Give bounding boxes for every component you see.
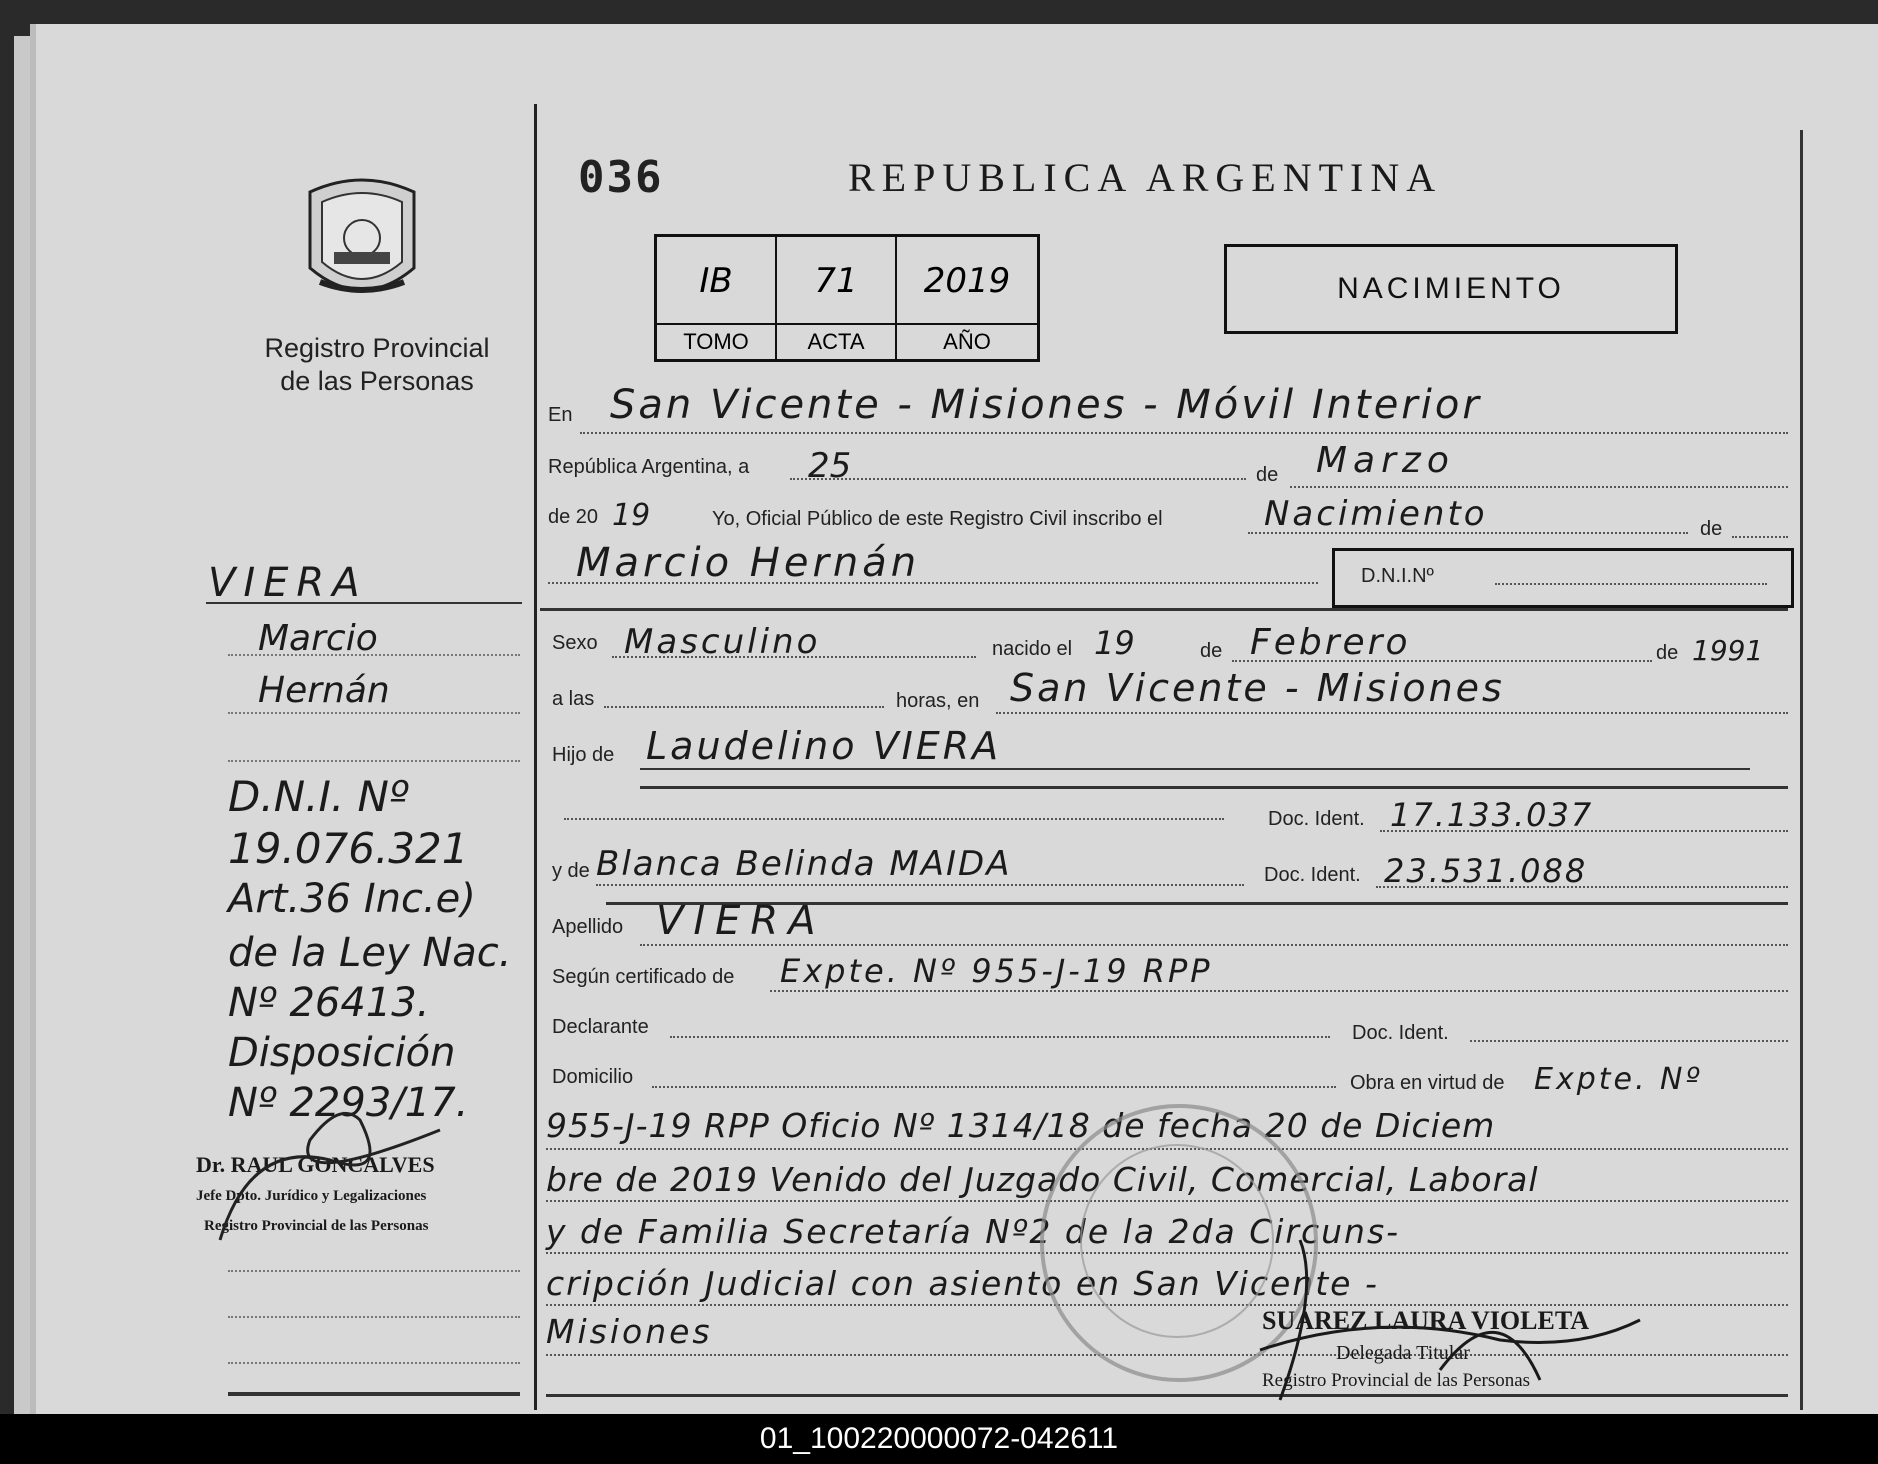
signature-scribble-icon (1240, 1230, 1660, 1410)
en-line (580, 432, 1788, 434)
margin-note-6: Disposición (228, 1030, 456, 1076)
apellido-value: VIERA (656, 898, 826, 944)
file-id-bar: 01_100220000072-042611 (0, 1414, 1878, 1464)
margin-signer-name: Dr. RAUL GONCALVES (196, 1152, 435, 1177)
rep-label: República Argentina, a (548, 456, 750, 478)
margin-signature-icon (190, 1100, 530, 1260)
father-doc: 17.133.037 (1390, 796, 1594, 834)
father-extra-line (564, 818, 1224, 820)
mother-value: Blanca Belinda MAIDA (596, 844, 1012, 884)
month-value: Marzo (1316, 440, 1455, 481)
month-line (1290, 486, 1788, 488)
signer-role: Delegada Titular (1336, 1342, 1470, 1364)
mother-doc: 23.531.088 (1384, 852, 1588, 890)
tomo-cell (657, 237, 777, 359)
anio-cell (897, 237, 1037, 359)
domicilio-line (652, 1086, 1336, 1088)
margin-name-1: Marcio (258, 618, 378, 659)
inscribe-value: Nacimiento (1264, 494, 1488, 534)
dni-line (1495, 583, 1767, 585)
hijo-label: Hijo de (552, 744, 615, 766)
declarante-label: Declarante (552, 1016, 649, 1038)
anio-value: 2019 (923, 261, 1011, 301)
segun-value: Expte. Nº 955-J-19 RPP (780, 952, 1213, 990)
yde-label: y de (552, 860, 590, 882)
margin-note-5: Nº 26413. (228, 980, 430, 1026)
column-divider (534, 104, 537, 1410)
tomo-acta-anio-table (654, 234, 1040, 362)
body-line-5: Misiones (546, 1312, 713, 1351)
segun-label: Según certificado de (552, 966, 735, 988)
document-number: 036 (578, 152, 664, 203)
document-title: REPUBLICA ARGENTINA (848, 155, 1443, 200)
declarante-line (670, 1036, 1330, 1038)
en-label: En (548, 404, 573, 426)
apellido-label: Apellido (552, 916, 624, 938)
year-value: 19 (612, 498, 651, 533)
sexo-value: Masculino (624, 622, 821, 662)
nacido-month-line (1232, 660, 1652, 662)
section-rule (540, 608, 1788, 611)
body-line-1: 955-J-19 RPP Oficio Nº 1314/18 de fecha 20 de Diciem (546, 1106, 1496, 1145)
margin-signer-title-1: Jefe Dpto. Jurídico y Legalizaciones (196, 1188, 427, 1204)
place-line (996, 712, 1788, 714)
de-label-3: de (1200, 640, 1223, 662)
nacido-year: 1991 (1692, 634, 1764, 667)
acta-label: ACTA (777, 323, 895, 359)
margin-note-4: de la Ley Nac. (228, 930, 512, 976)
body-line-4: cripción Judicial con asiento en San Vicente - (546, 1264, 1379, 1303)
org-line-2: de las Personas (280, 366, 474, 396)
sexo-label: Sexo (552, 632, 598, 654)
father-line (640, 768, 1750, 770)
mother-doc-line (1376, 886, 1788, 888)
father-rule (640, 786, 1788, 789)
body-line-3: y de Familia Secretaría Nº2 de la 2da Circuns- (546, 1212, 1401, 1251)
page-edge (14, 36, 31, 1416)
de-year-label: de (1656, 642, 1679, 664)
en-value: San Vicente - Misiones - Móvil Interior (610, 382, 1482, 428)
right-border (1800, 130, 1803, 1410)
margin-surname: VIERA (208, 560, 368, 606)
margin-line (228, 712, 520, 714)
de-label: de (1256, 464, 1279, 486)
registry-org-name (242, 332, 512, 398)
sexo-line (612, 656, 976, 658)
margin-line (206, 602, 522, 604)
margin-line (228, 1316, 520, 1318)
apellido-line (640, 944, 1788, 946)
signer-name: SUAREZ LAURA VIOLETA (1262, 1306, 1590, 1335)
nacido-label: nacido el (992, 638, 1073, 660)
father-doc-line (1380, 830, 1788, 832)
signer-org: Registro Provincial de las Personas (1262, 1370, 1531, 1391)
declarante-doc-label: Doc. Ident. (1352, 1022, 1449, 1044)
margin-line (228, 1270, 520, 1272)
margin-signer-title-2: Registro Provincial de las Personas (204, 1218, 429, 1234)
org-line-1: Registro Provincial (264, 333, 490, 363)
margin-line (228, 1392, 520, 1396)
margin-note-2: 19.076.321 (228, 824, 469, 873)
margin-line (228, 1362, 520, 1364)
person-name: Marcio Hernán (576, 540, 921, 586)
inscribe-line (1248, 532, 1688, 534)
domicilio-label: Domicilio (552, 1066, 634, 1088)
alas-label: a las (552, 688, 595, 710)
anio-label: AÑO (897, 323, 1037, 359)
nacido-day: 19 (1094, 624, 1135, 662)
de-line (1732, 536, 1788, 538)
acta-value: 71 (814, 261, 858, 301)
body-line-2: bre de 2019 Venido del Juzgado Civil, Comercial, Laboral (546, 1160, 1539, 1199)
margin-note-3: Art.36 Inc.e) (228, 876, 476, 922)
margin-note-7: Nº 2293/17. (228, 1080, 469, 1126)
obra-label: Obra en virtud de (1350, 1072, 1505, 1094)
margin-line (228, 760, 520, 762)
margin-note-1: D.N.I. Nº (228, 772, 409, 821)
act-type-box: NACIMIENTO (1224, 244, 1678, 334)
father-value: Laudelino VIERA (646, 724, 1002, 768)
dni-label: D.N.I.Nº (1361, 565, 1434, 587)
place-value: San Vicente - Misiones (1010, 666, 1505, 710)
mother-line (596, 884, 1244, 886)
margin-line (228, 654, 520, 656)
day-line (790, 478, 1246, 480)
mother-doc-label: Doc. Ident. (1264, 864, 1361, 886)
year-prefix-label: de 20 (548, 506, 599, 528)
oficial-text: Yo, Oficial Público de este Registro Civil inscribo el (712, 508, 1163, 530)
tomo-value: IB (699, 261, 733, 301)
horas-label: horas, en (896, 690, 980, 712)
declarante-doc-line (1470, 1040, 1788, 1042)
acta-cell (777, 237, 897, 359)
father-doc-label: Doc. Ident. (1268, 808, 1365, 830)
margin-name-2: Hernán (258, 670, 390, 711)
person-name-line (548, 582, 1318, 584)
dni-box (1332, 548, 1794, 608)
day-value: 25 (808, 446, 852, 486)
nacido-month: Febrero (1250, 622, 1411, 663)
tomo-label: TOMO (657, 323, 775, 359)
obra-value: Expte. Nº (1534, 1062, 1703, 1097)
alas-line (604, 706, 884, 708)
de-label-2: de (1700, 518, 1723, 540)
segun-line (770, 990, 1788, 992)
provincial-seal-icon (300, 172, 424, 312)
